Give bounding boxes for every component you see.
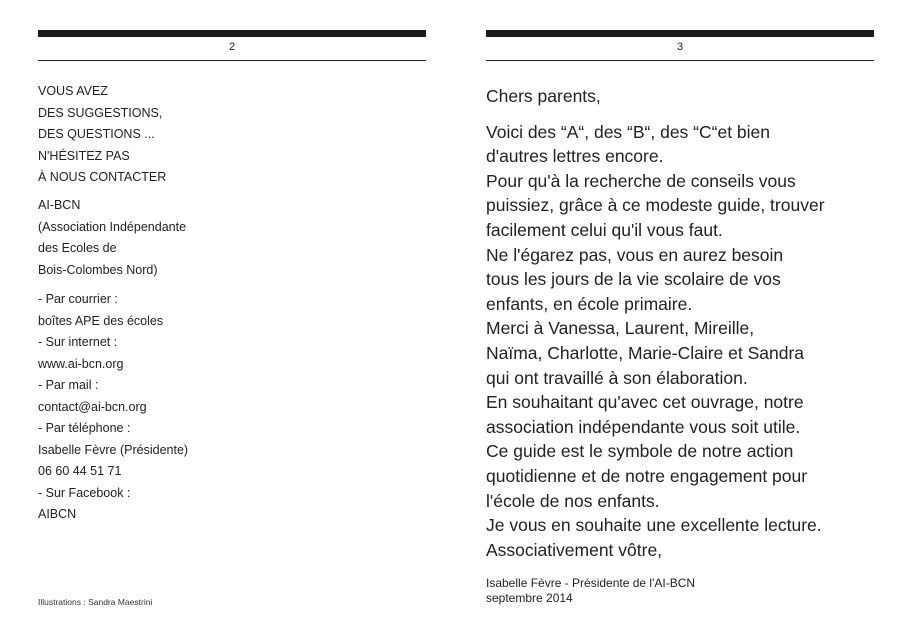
letter-body [486, 84, 874, 562]
contact-line: contact@ai-bcn.org [38, 399, 147, 414]
cta-line: À NOUS CONTACTER [38, 170, 167, 184]
contact-line: AIBCN [38, 507, 77, 521]
letter-line: Associativement vôtre, [486, 539, 663, 560]
contact-line: 06 60 44 51 71 [38, 464, 122, 478]
left-page [38, 0, 426, 643]
contact-line: - Par mail : [38, 378, 99, 392]
header-divider [38, 60, 426, 61]
association-line: (Association Indépendante [38, 219, 187, 234]
contact-line: - Sur internet : [38, 335, 118, 349]
association-info [38, 195, 186, 281]
signature-name: Isabelle Fèvre - Présidente de l'AI-BCN [486, 576, 696, 590]
letter-line: Ne l'égarez pas, vous en aurez besoin [486, 244, 784, 265]
contact-line: www.ai-bcn.org [38, 356, 124, 371]
letter-line: Je vous en souhaite une excellente lecture. [486, 515, 822, 536]
letter-line: tous les jours de la vie scolaire de vos [486, 269, 781, 290]
association-line: des Ecoles de [38, 241, 117, 255]
letter-line: Ce guide est le symbole de notre action [486, 441, 794, 462]
signature-date: septembre 2014 [486, 591, 573, 605]
contact-call-to-action [38, 81, 166, 189]
association-line: AI-BCN [38, 198, 81, 212]
letter-greeting: Chers parents, [486, 86, 601, 106]
letter-line: Naïma, Charlotte, Marie-Claire et Sandra [486, 342, 805, 363]
contact-line: - Par téléphone : [38, 421, 131, 435]
letter-line: Pour qu'à la recherche de conseils vous [486, 170, 796, 191]
letter-signature [486, 576, 695, 606]
illustration-credits: Illustrations : Sandra Maestrini [38, 597, 153, 607]
right-page [486, 0, 874, 643]
page-number: 2 [228, 41, 236, 53]
letter-line: d'autres lettres encore. [486, 146, 664, 167]
letter-line: Voici des “A“, des “B“, des “C“et bien [486, 121, 770, 142]
letter-line: qui ont travaillé à son élaboration. [486, 367, 748, 388]
contact-line: - Par courrier : [38, 292, 118, 306]
letter-line: En souhaitant qu'avec cet ouvrage, notre [486, 392, 804, 413]
cta-line: VOUS AVEZ [38, 84, 108, 98]
letter-line: facilement celui qu'il vous faut. [486, 219, 723, 240]
cta-line: DES SUGGESTIONS, [38, 105, 163, 120]
contact-line: - Sur Facebook : [38, 485, 131, 500]
letter-line: enfants, en école primaire. [486, 293, 693, 314]
contact-line: Isabelle Fèvre (Présidente) [38, 442, 189, 457]
top-rule [486, 30, 874, 37]
letter-line: l'école de nos enfants. [486, 490, 660, 511]
letter-line: Merci à Vanessa, Laurent, Mireille, [486, 318, 755, 339]
association-line: Bois-Colombes Nord) [38, 262, 158, 277]
page-number: 3 [676, 41, 684, 53]
cta-line: N'HÉSITEZ PAS [38, 148, 130, 163]
letter-line: association indépendante vous soit utile. [486, 416, 801, 437]
contact-list [38, 289, 188, 526]
header-divider [486, 60, 874, 61]
top-rule [38, 30, 426, 37]
letter-line: quotidienne et de notre engagement pour [486, 465, 808, 486]
cta-line: DES QUESTIONS ... [38, 127, 155, 141]
letter-line: puissiez, grâce à ce modeste guide, trouver [486, 195, 825, 216]
contact-line: boîtes APE des écoles [38, 313, 164, 328]
